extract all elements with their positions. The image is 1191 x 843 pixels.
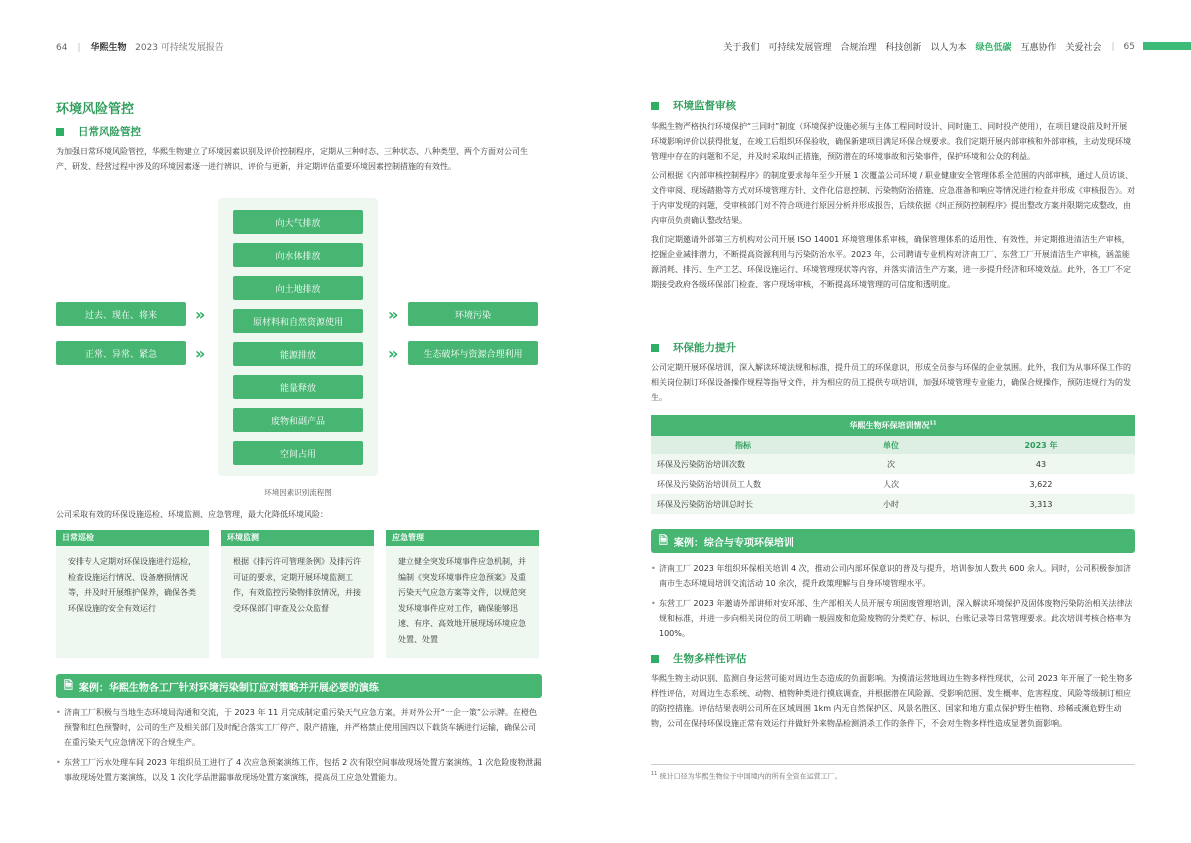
nav-society[interactable]: 关爱社会: [1065, 43, 1102, 53]
measures-intro: 公司采取有效的环保设施巡检、环境监测、应急管理，最大化降低环境风险：: [56, 510, 328, 519]
table-cell: 3,313: [947, 494, 1135, 514]
table-header: 指标: [651, 436, 835, 454]
document-icon: 🗎: [659, 533, 668, 547]
table-header: 单位: [835, 436, 947, 454]
footnote: $^{11}$ 统计口径为华熙生物位于中国境内的所有全资在运营工厂。: [651, 771, 842, 781]
header-accent-bar: [1143, 42, 1191, 50]
header-left: 64 | 华熙生物 2023 可持续发展报告: [56, 43, 224, 53]
flow-output-ecology: 生态破坏与资源合理利用: [408, 341, 538, 365]
flow-type-resources: 原材料和自然资源使用: [233, 309, 363, 333]
daily-risk-title: 日常风险管控: [56, 124, 141, 139]
chevron-right-icon: »: [195, 305, 206, 324]
table-cell: 环保及污染防治培训员工人数: [657, 479, 761, 489]
nav-green[interactable]: 绿色低碳: [975, 43, 1012, 53]
document-icon: 🗎: [64, 678, 73, 692]
list-item: • 东营工厂 2023 年邀请外部讲师对安环部、生产部相关人员开展专项固废管理培训，深入解读环境保护及固体废物污染防治相关法律法规和标准，并进一步向相关岗位的员工明确一般固废和危险废物的分类贮存、标识、台账记录等日常管理要求。此次培训考核合格率为 100%。: [651, 596, 1135, 641]
table-cell: 环保及污染防治培训次数: [651, 454, 835, 474]
chevron-right-icon: »: [388, 305, 399, 324]
biodiversity-para: 华熙生物主动识别、监测自身运营可能对周边生态造成的负面影响。为摸清运营地周边生物多样性现状，公司 2023 年开展了一轮生物多样性评估，对周边生态系统、动物、植物种类进行摸底调查，并根据潜在风险源、受影响范围、发生概率、危害程度、风险等级制订相应的防控措施。评估结果表明公司所在区域周围 1km 内无自然保护区、风景名胜区、国家和地方重点保护野生植物、珍稀或濒危野生动物，公司在保持环保设施正常有效运行并做好外来物品检测消杀工作的条件下，不会对生物多样性造成显著负面影响。: [651, 674, 1133, 728]
daily-risk-para: 为加强日常环境风险管控，华熙生物建立了环境因素识别及评价控制程序，定期从三种时态、三种状态、八种类型、两个方面对公司生产、研发、经营过程中涉及的环境因素逐一进行辨识、评价与更新，并定期评估重要环境因素控制措施的有效性。: [56, 147, 528, 171]
audit-para: 华熙生物严格执行环境保护“三同时”制度（环境保护设施必须与主体工程同时设计、同时施工、同时投产使用），在项目建设前及时开展环境影响评价以获得批复，在竣工后组织环保验收，确保新建项目满足环保合规要求。我们定期开展内部审核和外部审核，主动发现环境管理中存在的问题和不足，并及时采取纠正措施，预防潜在的环境事故和污染事件，保护环境和公众的利益。: [651, 122, 1131, 161]
audit-para: 公司根据《内部审核控制程序》的制度要求每年至少开展 1 次覆盖公司环境 / 职业健康安全管理体系全范围的内部审核，通过人员访谈、文件审阅、现场踏勘等方式对环境管理方针、文件化信息控制、污染物防治措施、应急准备和响应等情况进行检查并形成《审核报告》。对于内审发现的问题，受审核部门对不符合项进行原因分析并形成报告，后续依据《纠正预防控制程序》提出整改方案并限期完成整改，由内审员负责确认整改结果。: [651, 171, 1135, 225]
nav-governance[interactable]: 合规治理: [840, 43, 877, 53]
bullet-square-icon: [56, 128, 64, 136]
card-body: 根据《排污许可管理条例》及排污许可证的要求，定期开展环境监测工作，有效监控污染物排放情况，并接受环保部门审查及公众监督: [233, 557, 361, 613]
case-bullets-right: [651, 561, 1135, 646]
header-nav: 关于我们 可持续发展管理 合规治理 科技创新 以人为本 绿色低碳 互惠协作 关爱社会 | 65: [723, 41, 1135, 53]
biodiversity-title: 生物多样性评估: [651, 651, 747, 666]
capacity-title: 环保能力提升: [651, 340, 736, 355]
nav-innovation[interactable]: 科技创新: [885, 43, 922, 53]
table-cell: 环保及污染防治培训总时长: [651, 494, 835, 514]
flow-type-air: 向大气排放: [233, 210, 363, 234]
capacity-para: 公司定期开展环保培训，深入解读环境法规和标准，提升员工的环保意识，形成全员参与环保的企业氛围。此外，我们为从事环保工作的相关岗位制订环保设备操作规程等指导文件，并为相应的员工提供专项培训，加强环境管理专业能力，确保合规操作，预防违规行为的发生。: [651, 363, 1131, 402]
audit-paras: [651, 119, 1135, 292]
report-title: 2023 可持续发展报告: [135, 43, 224, 53]
card-monitoring: [221, 530, 374, 658]
flow-type-energy-release: 能量释放: [233, 375, 363, 399]
card-inspection: [56, 530, 209, 658]
flow-types-panel: [218, 198, 378, 476]
card-title: 应急管理: [386, 530, 539, 546]
chevron-right-icon: »: [195, 344, 206, 363]
company-name: 华熙生物: [90, 43, 127, 53]
audit-para: 我们定期邀请外部第三方机构对公司开展 ISO 14001 环境管理体系审核，确保管理体系的适用性、有效性，并定期推进清洁生产审核，挖掘企业减排潜力，不断提高资源利用与污染防治水平。2023 年，公司聘请专业机构对济南工厂、东营工厂开展清洁生产审核，涵盖能源消耗、排污、生产工艺、环保设施运行、环境管理现状等内容，并落实清洁生产方案，进一步提升经济和环境效益。此外，各工厂不定期接受政府各级环保部门检查、客户现场审核，不断提高环境管理的可信度和透明度。: [651, 235, 1131, 289]
flow-input-time: 过去、现在、将来: [56, 302, 186, 326]
flow-type-energy-emission: 能源排放: [233, 342, 363, 366]
nav-cooperation[interactable]: 互惠协作: [1020, 43, 1057, 53]
chevron-right-icon: »: [388, 344, 399, 363]
table-cell: 小时: [835, 494, 947, 514]
card-body: 安排专人定期对环保设施进行巡检，检查设施运行情况、设备磨损情况等，并及时开展维护保养，确保各类环保设施的安全有效运行: [68, 557, 196, 613]
nav-sustainability[interactable]: 可持续发展管理: [768, 43, 832, 53]
nav-about[interactable]: 关于我们: [723, 43, 760, 53]
bullet-square-icon: [651, 655, 659, 663]
list-item: • 济南工厂 2023 年组织环保相关培训 4 次，推动公司内部环保意识的普及与提升，培训参加人数共 600 余人。同时，公司积极参加济南市生态环境局培训交流活动 10 余次，提升政策理解与自身环境管理水平。: [651, 561, 1135, 591]
section-title: 环境风险管控: [56, 102, 135, 117]
flow-type-space: 空间占用: [233, 441, 363, 465]
training-table: [651, 415, 1135, 514]
card-emergency: [386, 530, 539, 658]
flow-type-water: 向水体排放: [233, 243, 363, 267]
case-banner-right: 🗎 案例：综合与专项环保培训: [651, 529, 1135, 553]
card-body: 建立健全突发环境事件应急机制，并编制《突发环境事件应急预案》及重污染天气应急方案等文件，以规范突发环境事件应对工作，确保能够迅速、有序、高效地开展现场环境应急处置、处置: [398, 557, 526, 644]
flow-caption: 环境因素识别流程图: [264, 488, 332, 497]
table-cell: 3,622: [1029, 479, 1053, 489]
table-row: [651, 474, 1135, 494]
table-cell: 次: [835, 454, 947, 474]
flow-input-state: 正常、异常、紧急: [56, 341, 186, 365]
flow-output-pollution: 环境污染: [408, 302, 538, 326]
card-title: 环境监测: [221, 530, 374, 546]
table-caption: 华熙生物环保培训情况$^{11}$: [651, 415, 1135, 436]
table-cell: 人次: [883, 479, 899, 489]
right-page-number: 65: [1123, 41, 1135, 52]
case-banner-left: 🗎 案例：华熙生物各工厂针对环境污染制订应对策略并开展必要的演练: [56, 674, 542, 698]
list-item: • 济南工厂积极与当地生态环境局沟通和交流，于 2023 年 11 月完成制定重污染天气应急方案，并对外公开“一企一策”公示牌。在橙色预警和红色预警时，公司的生产及相关部门及时配合落实工厂停产、限产措施，并严格禁止使用国四以下载货车辆进行运输，确保公司在重污染天气应急情况下的合规生产。: [56, 705, 542, 750]
table-row: [651, 454, 1135, 474]
bullet-square-icon: [651, 344, 659, 352]
table-header: 2023 年: [947, 436, 1135, 454]
bullet-square-icon: [651, 102, 659, 110]
table-cell: 43: [947, 454, 1135, 474]
footnote-divider: [651, 764, 1135, 765]
table-header-row: [651, 436, 1135, 454]
nav-people[interactable]: 以人为本: [930, 43, 967, 53]
audit-title: 环境监督审核: [651, 98, 736, 113]
flow-type-waste: 废物和副产品: [233, 408, 363, 432]
table-row: [651, 494, 1135, 514]
left-page-number: 64: [56, 43, 68, 53]
card-title: 日常巡检: [56, 530, 209, 546]
list-item: • 东营工厂污水处理车间 2023 年组织员工进行了 4 次应急预案演练工作，包括 2 次有限空间事故现场处置方案演练，1 次危险废物泄漏事故现场处置方案演练，以及 1 次化学品泄漏事故现场处置方案演练，提高员工应急处置能力。: [56, 755, 542, 785]
case-bullets-left: [56, 705, 542, 790]
flow-type-land: 向土地排放: [233, 276, 363, 300]
